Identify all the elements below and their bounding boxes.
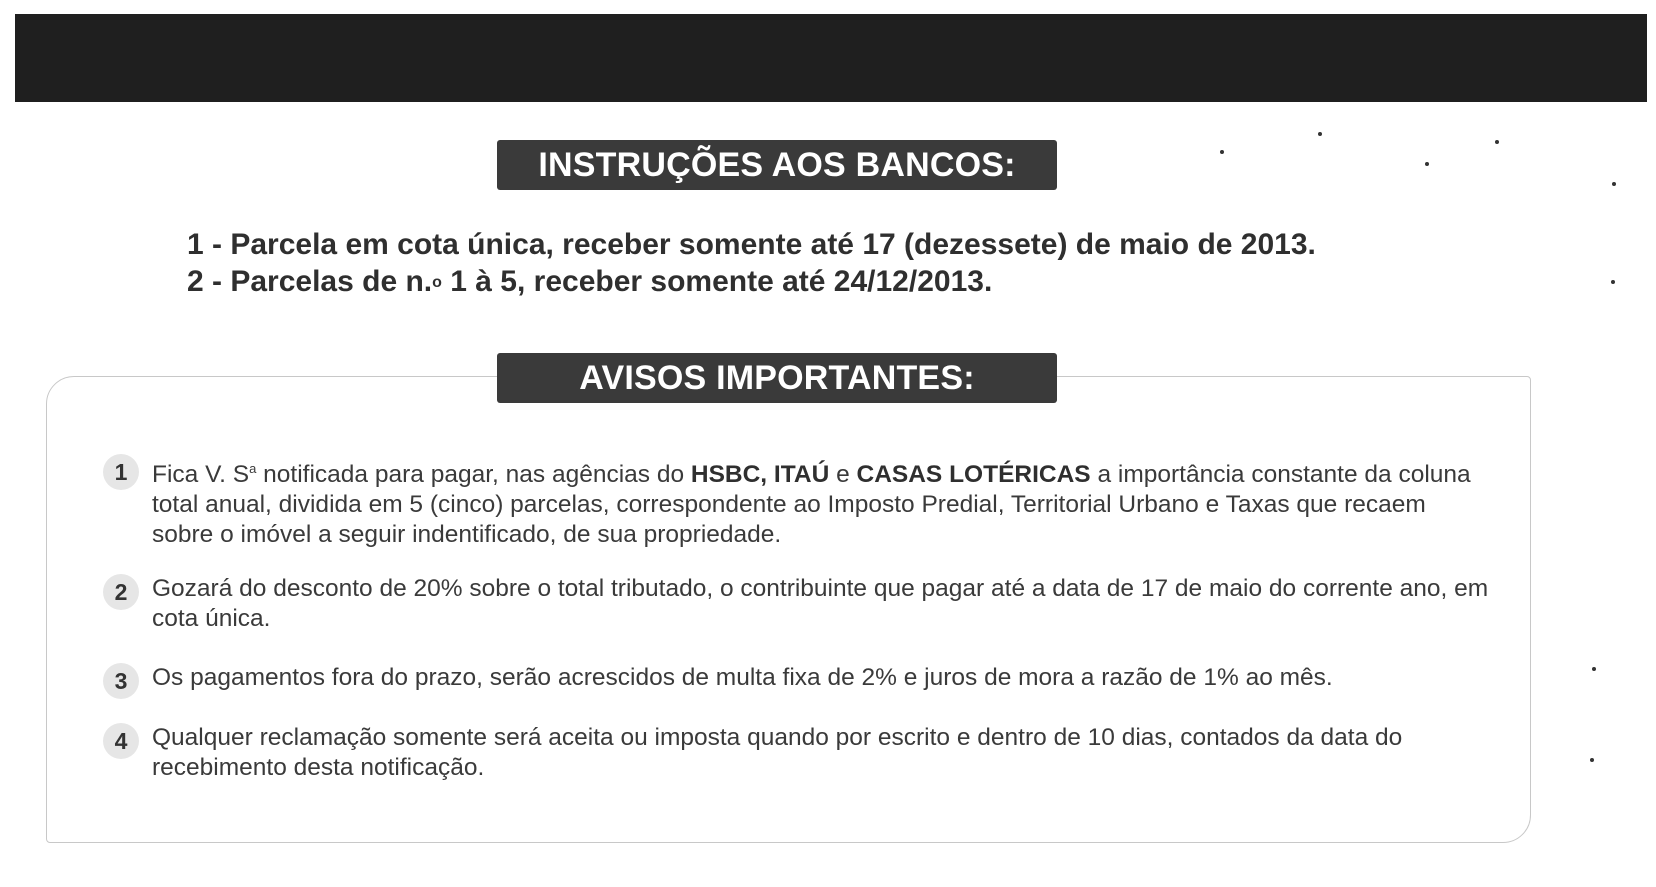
notice-item-1 (103, 454, 1483, 550)
notice-item-3 (103, 663, 1493, 699)
notice-text-1 (152, 454, 1483, 550)
notice-1-part: notificada para pagar, nas agências do (256, 461, 691, 489)
notice-number-4: 4 (103, 723, 139, 759)
scan-speck (1592, 667, 1596, 671)
notice-1-lotteries: CASAS LOTÉRICAS (856, 461, 1091, 489)
bank-instruction-2 (187, 263, 1316, 301)
bank-instructions-list (187, 226, 1316, 301)
bank-instruction-1: 1 - Parcela em cota única, receber somente até 17 (dezessete) de maio de 2013. (187, 228, 1316, 261)
notice-item-4 (103, 723, 1493, 783)
top-dark-band (15, 14, 1647, 102)
notice-text-2: Gozará do desconto de 20% sobre o total tributado, o contribuinte que pagar até a data de 17 de maio do corrente ano, em cota única. (152, 575, 1489, 632)
scan-speck (1318, 132, 1322, 136)
scan-speck (1612, 182, 1616, 186)
notice-number-1: 1 (103, 454, 139, 490)
ordinal-mark: o (432, 274, 442, 291)
scan-speck (1590, 758, 1594, 762)
bank-instruction-2-before: 2 - Parcelas de n. (187, 265, 433, 298)
notice-1-banks: HSBC, ITAÚ (690, 461, 830, 489)
scan-speck (1220, 150, 1224, 154)
notice-text-3: Os pagamentos fora do prazo, serão acrescidos de multa fixa de 2% e juros de mora a razão de 1% ao mês. (152, 664, 1333, 691)
notice-item-2 (103, 574, 1493, 634)
scan-speck (1495, 140, 1499, 144)
important-notices-heading: AVISOS IMPORTANTES: (497, 353, 1057, 403)
notice-number-3: 3 (103, 663, 139, 699)
scan-speck (1611, 280, 1615, 284)
notice-number-2: 2 (103, 574, 139, 610)
bank-instruction-2-after: 1 à 5, receber somente até 24/12/2013. (441, 265, 993, 298)
notice-1-superscript: a (249, 461, 257, 476)
notice-text-4: Qualquer reclamação somente será aceita ou imposta quando por escrito e dentro de 10 dias, contados da data do recebimento desta notificação. (152, 724, 1403, 781)
notice-1-part: a importância constante da coluna total anual, dividida em 5 (cinco) parcelas, correspondente ao Imposto Predial, Territorial Urbano e Taxas que recaem sobre o imóvel a seguir indentificado, de sua propriedade. (152, 461, 1471, 549)
bank-instructions-heading: INSTRUÇÕES AOS BANCOS: (497, 140, 1057, 190)
notice-1-part: e (829, 461, 857, 489)
scan-speck (1425, 162, 1429, 166)
notice-1-part: Fica V. S (152, 461, 250, 489)
